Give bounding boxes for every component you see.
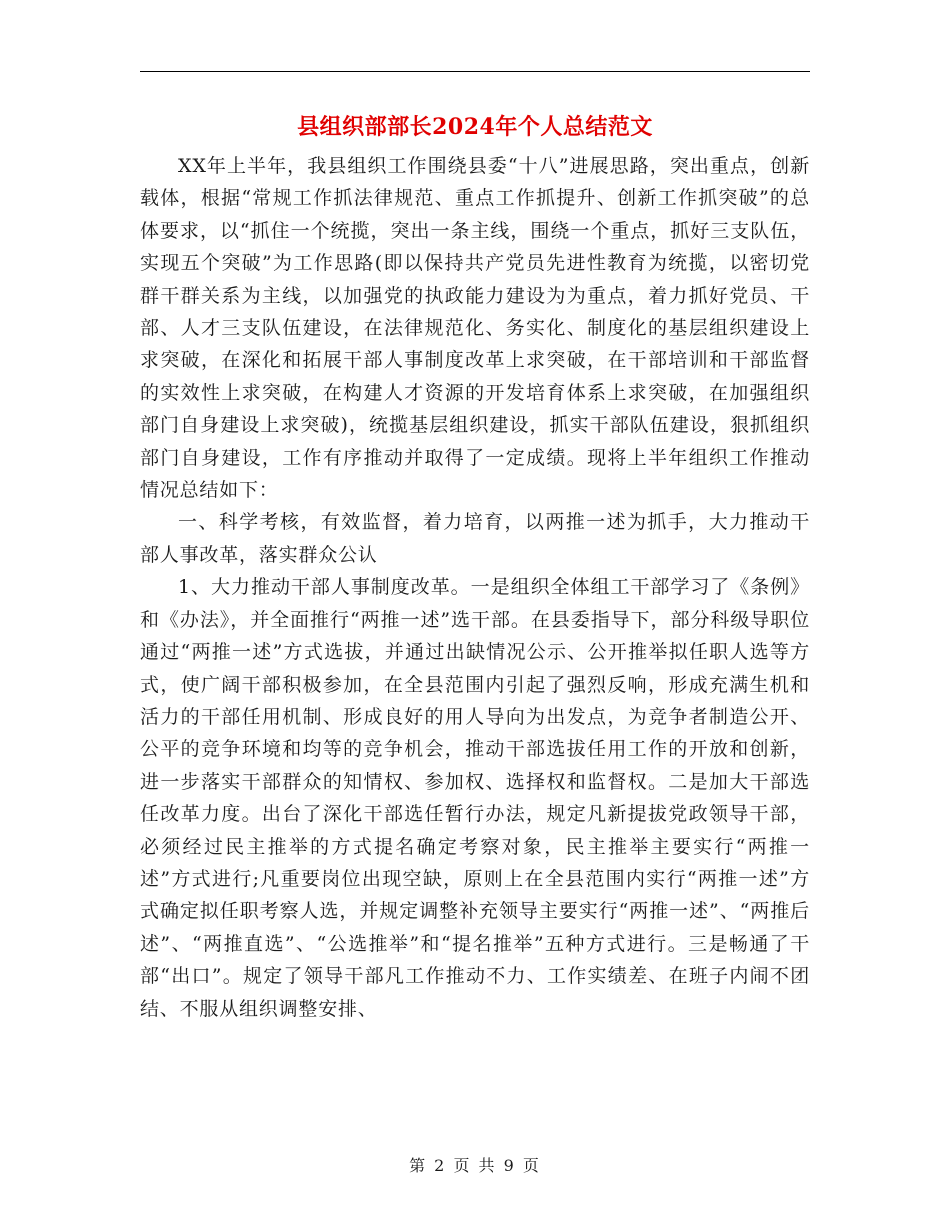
document-title: 县组织部部长2024年个人总结范文 (297, 114, 653, 140)
paragraph-section-heading: 一、科学考核，有效监督，着力培育，以两推一述为抓手，大力推动干部人事改革，落实群众公认 (140, 511, 810, 566)
page-number-footer: 第 2 页 共 9 页 (409, 1156, 541, 1175)
document-body (140, 150, 810, 1025)
paragraph-item-1: 1、大力推动干部人事制度改革。一是组织全体组工干部学习了《条例》和《办法》，并全面推行“两推一述”选干部。在县委指导下，部分科级导职位通过“两推一述”方式选拔，并通过出缺情况公示、公开推举拟任职人选等方式，使广阔干部积极参加，在全县范围内引起了强烈反响，形成充满生机和活力的干部任用机制、形成良好的用人导向为出发点，为竞争者制造公开、公平的竞争环境和均等的竞争机会，推动干部选拔任用工作的开放和创新，进一步落实干部群众的知情权、参加权、选择权和监督权。二是加大干部选任改革力度。出台了深化干部选任暂行办法，规定凡新提拔党政领导干部，必须经过民主推举的方式提名确定考察对象，民主推举主要实行“两推一述”方式进行;凡重要岗位出现空缺，原则上在全县范围内实行“两推一述”方式确定拟任职考察人选，并规定调整补充领导主要实行“两推一述”、“两推后述”、“两推直选”、“公选推举”和“提名推举”五种方式进行。三是畅通了干部“出口”。规定了领导干部凡工作推动不力、工作实绩差、在班子内闹不团结、不服从组织调整安排、 (140, 576, 810, 1020)
paragraph-intro: XX年上半年，我县组织工作围绕县委“十八”进展思路，突出重点，创新载体，根据“常规工作抓法律规范、重点工作抓提升、创新工作抓突破”的总体要求，以“抓住一个统揽，突出一条主线，围绕一个重点，抓好三支队伍，实现五个突破”为工作思路(即以保持共产党员先进性教育为统揽，以密切党群干群关系为主线，以加强党的执政能力建设为为重点，着力抓好党员、干部、人才三支队伍建设，在法律规范化、务实化、制度化的基层组织建设上求突破，在深化和拓展干部人事制度改革上求突破，在干部培训和干部监督的实效性上求突破，在构建人才资源的开发培育体系上求突破，在加强组织部门自身建设上求突破)，统揽基层组织建设，抓实干部队伍建设，狠抓组织部门自身建设，工作有序推动并取得了一定成绩。现将上半年组织工作推动情况总结如下： (140, 155, 810, 502)
header-rule (140, 71, 810, 72)
